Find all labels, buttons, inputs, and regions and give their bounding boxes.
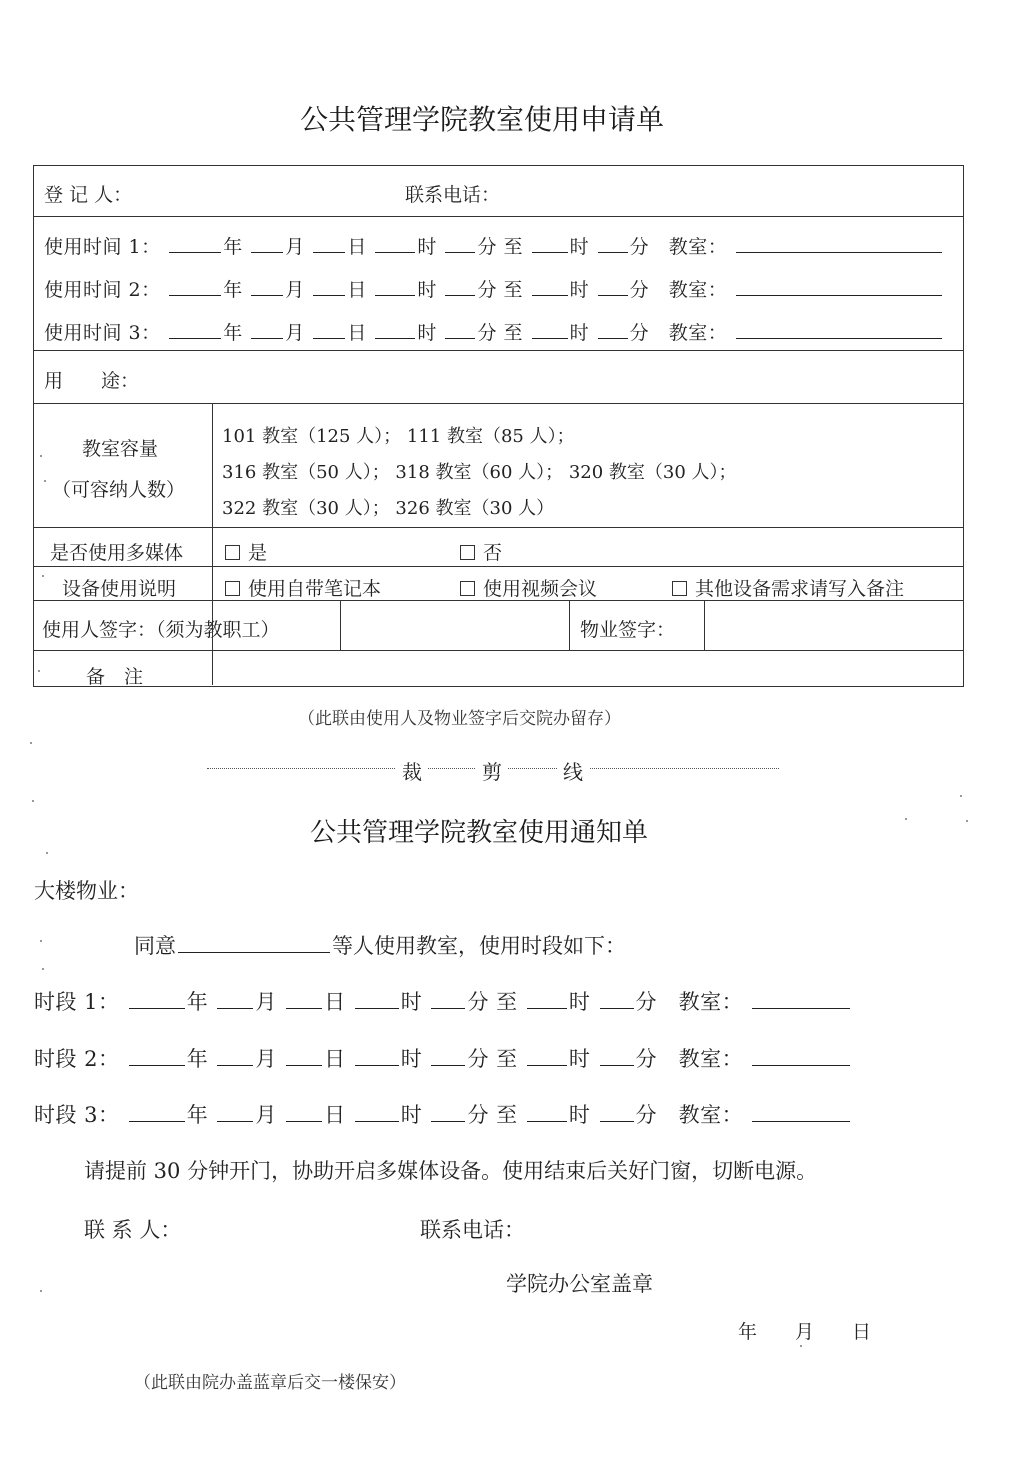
multimedia-yes-option[interactable]: 是: [225, 538, 267, 565]
end-minute-blank[interactable]: [600, 990, 634, 1009]
hour-blank[interactable]: [355, 1047, 399, 1066]
end-hour-blank[interactable]: [527, 1103, 567, 1122]
minute-blank[interactable]: [431, 1047, 465, 1066]
cut-label: 剪: [476, 756, 508, 785]
day-blank[interactable]: [286, 1103, 322, 1122]
form-copy-note: （此联由使用人及物业签字后交院办留存）: [298, 709, 621, 729]
day-blank[interactable]: [313, 234, 345, 253]
end-hour-blank[interactable]: [527, 1047, 567, 1066]
checkbox-icon[interactable]: [225, 581, 240, 596]
end-hour-blank[interactable]: [532, 277, 568, 296]
notice-contact-label: 联 系 人：: [84, 1218, 182, 1242]
names-blank[interactable]: [178, 934, 330, 953]
end-minute-blank[interactable]: [598, 320, 628, 339]
month-blank[interactable]: [217, 1103, 253, 1122]
form-title: 公共管理学院教室使用申请单: [300, 103, 665, 136]
time-row-3: 使用时间 3： 年 月 日 时 分 至 时 分 教室：: [44, 318, 944, 345]
equipment-label: 设备使用说明: [62, 578, 177, 600]
end-minute-blank[interactable]: [600, 1103, 634, 1122]
day-blank[interactable]: [286, 990, 322, 1009]
multimedia-no-option[interactable]: 否: [460, 538, 502, 565]
hour-blank[interactable]: [375, 320, 415, 339]
room-blank[interactable]: [752, 990, 850, 1009]
room-blank[interactable]: [736, 234, 942, 253]
hour-blank[interactable]: [375, 277, 415, 296]
day-blank[interactable]: [313, 320, 345, 339]
period-row-label: 时段 3：: [34, 1103, 120, 1127]
month-blank[interactable]: [217, 990, 253, 1009]
equipment-option-other[interactable]: 其他设备需求请写入备注: [672, 574, 904, 601]
notice-agree-line: 同意 等人使用教室，使用时段如下：: [134, 934, 626, 958]
checkbox-icon[interactable]: [460, 581, 475, 596]
time-row-label: 使用时间 1：: [44, 236, 161, 258]
checkbox-icon[interactable]: [672, 581, 687, 596]
user-sign-field[interactable]: [343, 603, 567, 648]
room-blank[interactable]: [736, 320, 942, 339]
notice-title: 公共管理学院教室使用通知单: [310, 818, 649, 848]
year-blank[interactable]: [129, 1103, 185, 1122]
period-row-label: 时段 1：: [34, 990, 120, 1014]
period-row-label: 时段 2：: [34, 1047, 120, 1071]
minute-blank[interactable]: [445, 277, 475, 296]
day-blank[interactable]: [313, 277, 345, 296]
period-row-1: 时段 1： 年 月 日 时 分 至 时 分 教室：: [34, 986, 852, 1016]
user-sign-label: 使用人签字：（须为教职工）: [42, 619, 280, 641]
checkbox-icon[interactable]: [460, 545, 475, 560]
year-blank[interactable]: [169, 234, 221, 253]
month-blank[interactable]: [251, 234, 283, 253]
remarks-field[interactable]: [215, 653, 961, 683]
room-blank[interactable]: [736, 277, 942, 296]
purpose-label: 用 途：: [44, 370, 140, 392]
hour-blank[interactable]: [355, 1103, 399, 1122]
period-row-3: 时段 3： 年 月 日 时 分 至 时 分 教室：: [34, 1099, 852, 1129]
month-blank[interactable]: [217, 1047, 253, 1066]
time-row-2: 使用时间 2： 年 月 日 时 分 至 时 分 教室：: [44, 275, 944, 302]
minute-blank[interactable]: [431, 1103, 465, 1122]
capacity-line-3: 322 教室（30 人）； 326 教室（30 人）: [222, 498, 555, 519]
end-hour-blank[interactable]: [532, 234, 568, 253]
time-row-label: 使用时间 2：: [44, 279, 161, 301]
cut-label: 裁: [396, 756, 428, 785]
year-blank[interactable]: [129, 1047, 185, 1066]
notice-instruction: 请提前 30 分钟开门，协助开启多媒体设备。使用结束后关好门窗，切断电源。: [84, 1159, 818, 1183]
period-row-2: 时段 2： 年 月 日 时 分 至 时 分 教室：: [34, 1043, 852, 1073]
time-row-label: 使用时间 3：: [44, 322, 161, 344]
equipment-option-laptop[interactable]: 使用自带笔记本: [225, 574, 381, 601]
month-blank[interactable]: [251, 277, 283, 296]
end-minute-blank[interactable]: [598, 234, 628, 253]
notice-copy-note: （此联由院办盖蓝章后交一楼保安）: [134, 1373, 406, 1393]
room-blank[interactable]: [752, 1103, 850, 1122]
notice-addressee: 大楼物业：: [34, 879, 139, 903]
hour-blank[interactable]: [375, 234, 415, 253]
room-blank[interactable]: [752, 1047, 850, 1066]
date-line: 年 月 日: [738, 1321, 872, 1343]
year-blank[interactable]: [169, 277, 221, 296]
remarks-label: 备 注: [86, 666, 144, 688]
end-hour-blank[interactable]: [527, 990, 567, 1009]
registrant-label: 登 记 人：: [44, 184, 133, 206]
minute-blank[interactable]: [445, 320, 475, 339]
cut-label: 线: [557, 756, 589, 785]
property-sign-label: 物业签字：: [580, 619, 676, 641]
minute-blank[interactable]: [445, 234, 475, 253]
year-blank[interactable]: [169, 320, 221, 339]
month-blank[interactable]: [251, 320, 283, 339]
end-minute-blank[interactable]: [598, 277, 628, 296]
capacity-line-2: 316 教室（50 人）； 318 教室（60 人）； 320 教室（30 人）；: [222, 462, 737, 483]
notice-contact-phone-label: 联系电话：: [420, 1218, 525, 1242]
year-blank[interactable]: [129, 990, 185, 1009]
hour-blank[interactable]: [355, 990, 399, 1009]
multimedia-label: 是否使用多媒体: [50, 542, 184, 564]
property-sign-field[interactable]: [707, 603, 961, 648]
equipment-option-video[interactable]: 使用视频会议: [460, 574, 597, 601]
checkbox-icon[interactable]: [225, 545, 240, 560]
end-hour-blank[interactable]: [532, 320, 568, 339]
capacity-sublabel: （可容纳人数）: [52, 479, 186, 501]
minute-blank[interactable]: [431, 990, 465, 1009]
phone-label: 联系电话：: [405, 184, 501, 206]
capacity-label: 教室容量: [82, 438, 159, 460]
capacity-line-1: 101 教室（125 人）； 111 教室（85 人）；: [222, 426, 575, 447]
stamp-label: 学院办公室盖章: [506, 1272, 653, 1296]
end-minute-blank[interactable]: [600, 1047, 634, 1066]
time-row-1: 使用时间 1： 年 月 日 时 分 至 时 分 教室：: [44, 232, 944, 259]
day-blank[interactable]: [286, 1047, 322, 1066]
